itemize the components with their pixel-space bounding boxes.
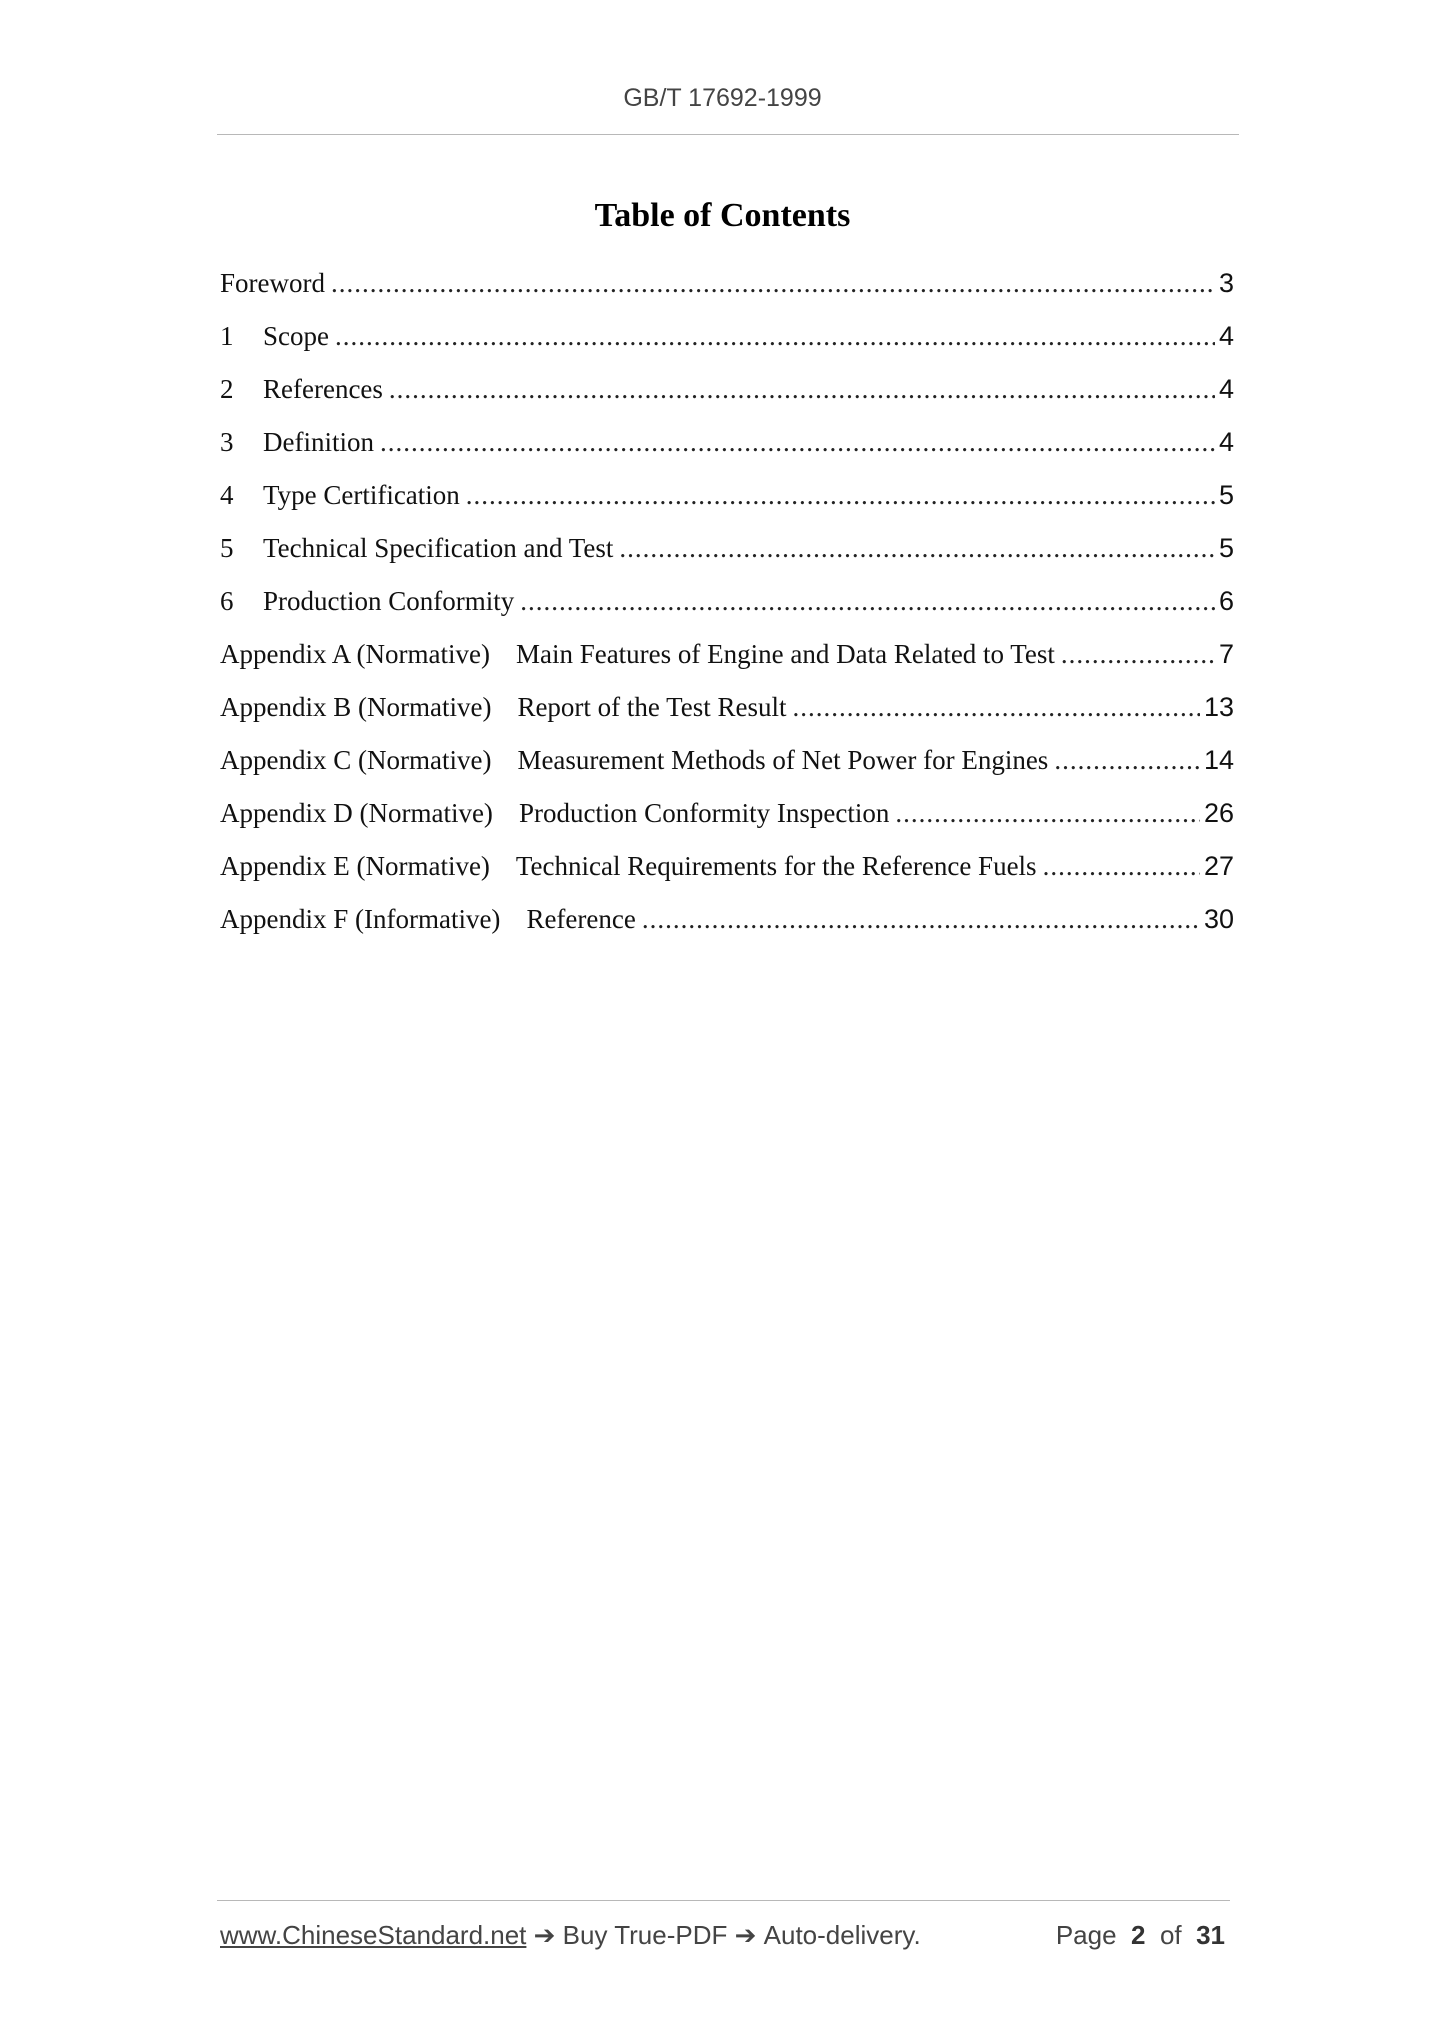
arrow-icon: ➔: [734, 1920, 757, 1950]
header-doc-id: GB/T 17692-1999: [623, 84, 822, 112]
toc-entry-page: 5: [1218, 480, 1234, 510]
arrow-icon: ➔: [533, 1920, 556, 1950]
site-link[interactable]: www.ChineseStandard.net: [220, 1920, 527, 1950]
toc-entry-leader-dots: [793, 692, 1200, 723]
toc-entry-title: Production Conformity: [263, 586, 515, 616]
toc-entry-title: Foreword: [220, 268, 325, 298]
toc-entry-number: 1: [220, 321, 234, 351]
toc-entry-appendix-label: Appendix F (Informative): [220, 904, 501, 934]
toc-entry-page: 7: [1218, 639, 1234, 669]
toc-entry-appendix-label: Appendix D (Normative): [220, 798, 493, 828]
toc-entry-number: 6: [220, 586, 234, 616]
toc-entry-title: Report of the Test Result: [517, 692, 787, 722]
buy-text: Buy True-PDF: [562, 1920, 728, 1950]
toc-entry-page: 4: [1218, 427, 1234, 457]
toc-entry-title: References: [263, 374, 383, 404]
toc-entry-appendix-label: Appendix E (Normative): [220, 851, 490, 881]
page-of-label: of: [1159, 1920, 1182, 1950]
toc-entry-leader-dots: [380, 427, 1215, 458]
toc-entry[interactable]: [220, 586, 1234, 639]
toc-entry-number: 3: [220, 427, 234, 457]
toc-entry[interactable]: [220, 851, 1234, 904]
toc-entry-title: Production Conformity Inspection: [518, 798, 890, 828]
toc-entry[interactable]: [220, 374, 1234, 427]
toc-entry-leader-dots: [895, 798, 1200, 829]
footer: [220, 1920, 1225, 1951]
toc-entry-title: Definition: [263, 427, 374, 457]
toc-entry-page: 3: [1218, 268, 1234, 298]
toc-entry-leader-dots: [335, 321, 1215, 352]
toc-entry[interactable]: [220, 268, 1234, 321]
toc-entry-page: 14: [1203, 745, 1234, 775]
toc-entry-title: Technical Specification and Test: [263, 533, 614, 563]
toc-entry[interactable]: [220, 321, 1234, 374]
toc-entry[interactable]: [220, 639, 1234, 692]
toc-entry-number: 2: [220, 374, 234, 404]
page-label: Page: [1055, 1920, 1117, 1950]
toc-entry-title: Scope: [263, 321, 329, 351]
toc-entry-page: 27: [1203, 851, 1234, 881]
toc-entry[interactable]: [220, 904, 1234, 957]
toc-entry-page: 6: [1218, 586, 1234, 616]
page-total: 31: [1196, 1920, 1225, 1950]
delivery-text: Auto-delivery.: [763, 1920, 921, 1950]
toc-entry-title: Main Features of Engine and Data Related to Test: [515, 639, 1055, 669]
toc-entry-title: Technical Requirements for the Reference Fuels: [515, 851, 1037, 881]
toc-entry-appendix-label: Appendix C (Normative): [220, 745, 492, 775]
footer-divider: [217, 1900, 1230, 1901]
page-current: 2: [1131, 1920, 1146, 1950]
toc-entry-page: 4: [1218, 321, 1234, 351]
toc-entry-leader-dots: [389, 374, 1215, 405]
toc-entry-title: Reference: [526, 904, 636, 934]
toc-entry-leader-dots: [1061, 639, 1215, 670]
toc-entry-leader-dots: [1043, 851, 1200, 882]
toc-entry-appendix-label: Appendix A (Normative): [220, 639, 490, 669]
toc-entry-leader-dots: [466, 480, 1215, 511]
toc-entry-page: 4: [1218, 374, 1234, 404]
toc-entry[interactable]: [220, 745, 1234, 798]
toc-entry-leader-dots: [619, 533, 1215, 564]
toc-entry[interactable]: [220, 692, 1234, 745]
toc-entry-leader-dots: [1054, 745, 1200, 776]
toc-entry-title: Type Certification: [263, 480, 460, 510]
toc-entry-appendix-label: Appendix B (Normative): [220, 692, 492, 722]
toc-entry-leader-dots: [642, 904, 1200, 935]
toc-entry-page: 26: [1203, 798, 1234, 828]
toc-entry-page: 30: [1203, 904, 1234, 934]
toc-entry[interactable]: [220, 427, 1234, 480]
toc-entry-page: 5: [1218, 533, 1234, 563]
toc-title: Table of Contents: [594, 197, 851, 234]
toc-entry-number: 4: [220, 480, 234, 510]
toc-entry-page: 13: [1203, 692, 1234, 722]
toc-entry-title: Measurement Methods of Net Power for Engines: [517, 745, 1049, 775]
toc-entry-leader-dots: [331, 268, 1215, 299]
header-divider: [217, 134, 1239, 135]
toc-entry[interactable]: [220, 798, 1234, 851]
toc-entry[interactable]: [220, 533, 1234, 586]
toc-entry-number: 5: [220, 533, 234, 563]
toc-entry[interactable]: [220, 480, 1234, 533]
toc-list: [220, 268, 1234, 957]
toc-entry-leader-dots: [520, 586, 1215, 617]
